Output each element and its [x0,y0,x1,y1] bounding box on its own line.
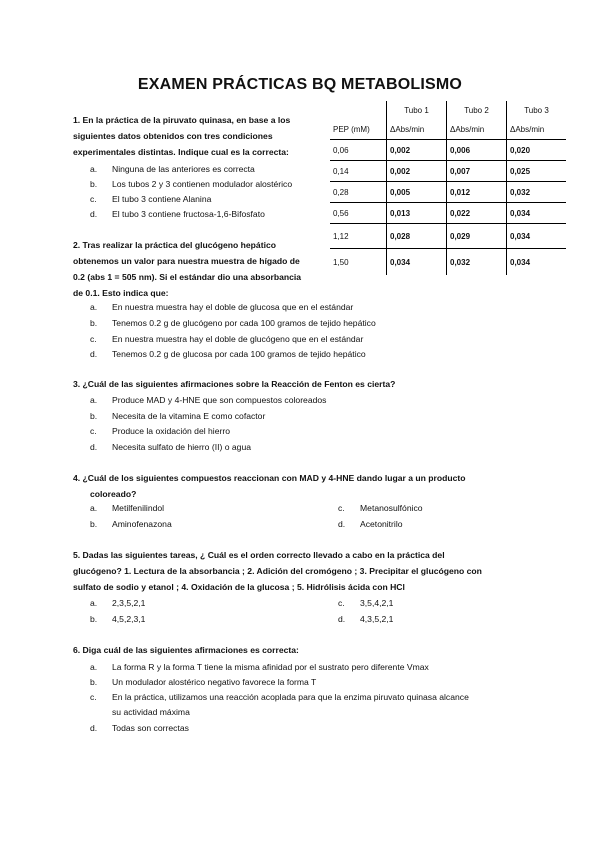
question-5-stem [73,547,482,595]
question-5-line: glucógeno? 1. Lectura de la absorbancia ; 2. Adición del cromógeno ; 3. Precipitar el glucógeno con [73,566,482,576]
question-6-stem: 6. Diga cuál de las siguientes afirmaciones es correcta: [73,645,299,655]
question-4-stem [73,470,466,502]
table-row [330,224,566,249]
table-row [330,161,566,182]
table-header-cell: Tubo 1 [387,101,447,119]
table-row [330,203,566,224]
q6-option-a: a. La forma R y la forma T tiene la misma afinidad por el sustrato pero diferente Vmax [90,662,429,672]
q1-option-a: a. Ninguna de las anteriores es correcta [90,164,255,174]
q4-option-b: b. Aminofenazona [90,519,172,529]
table-cell: 0,14 [330,161,387,182]
table-cell: 0,034 [387,249,447,276]
table-row [330,182,566,203]
q2-option-b: b. Tenemos 0.2 g de glucógeno por cada 100 gramos de tejido hepático [90,318,376,328]
q1-option-b: b. Los tubos 2 y 3 contienen modulador alostérico [90,179,293,189]
table-cell: 0,034 [507,224,567,249]
question-1-line: experimentales distintas. Indique cual es la correcta: [73,147,289,157]
pep-data-table [330,101,566,275]
table-cell: 0,006 [447,140,507,161]
table-cell: 1,12 [330,224,387,249]
q3-option-b: b. Necesita de la vitamina E como cofactor [90,411,266,421]
table-cell: 0,002 [387,140,447,161]
table-cell: 0,013 [387,203,447,224]
q2-option-d: d. Tenemos 0.2 g de glucosa por cada 100 gramos de tejido hepático [90,349,366,359]
table-subheader-cell: ΔAbs/min [507,119,567,140]
q6-option-b: b. Un modulador alostérico negativo favorece la forma T [90,677,317,687]
q2-option-a: a. En nuestra muestra hay el doble de glucosa que en el estándar [90,302,354,312]
question-1-stem [73,112,290,160]
table-cell: 0,032 [507,182,567,203]
q2-option-c: c. En nuestra muestra hay el doble de glucógeno que en el estándar [90,334,364,344]
question-2-line: obtenemos un valor para nuestra muestra de hígado de [73,256,300,266]
question-5-line: sulfato de sodio y etanol ; 4. Oxidación de la glucosa ; 5. Hidrólisis ácida con HCl [73,582,405,592]
table-header-cell: Tubo 3 [507,101,567,119]
table-cell: 0,029 [447,224,507,249]
table-cell: 0,032 [447,249,507,276]
q3-option-d: d. Necesita sulfato de hierro (II) o agua [90,442,252,452]
question-4-line: coloreado? [90,489,137,499]
table-subheader-cell: ΔAbs/min [447,119,507,140]
question-1-line: siguientes datos obtenidos con tres condiciones [73,131,273,141]
question-5-line: 5. Dadas las siguientes tareas, ¿ Cuál es el orden correcto llevado a cabo en la práctica del [73,550,445,560]
table-cell: 0,56 [330,203,387,224]
table-row [330,140,566,161]
table-cell: 0,025 [507,161,567,182]
table-cell: 0,034 [507,249,567,276]
table-cell: 0,28 [330,182,387,203]
table-subheader-cell: ΔAbs/min [387,119,447,140]
q1-option-d: d. El tubo 3 contiene fructosa-1,6-Bifosfato [90,209,265,219]
table-cell: 1,50 [333,257,349,267]
page-title: EXAMEN PRÁCTICAS BQ METABOLISMO [137,76,463,93]
q3-option-a: a. Produce MAD y 4-HNE que son compuestos coloreados [90,395,327,405]
table-cell: 0,022 [447,203,507,224]
question-2-line: de 0.1. Esto indica que: [73,288,169,298]
table-cell: 0,002 [387,161,447,182]
q4-option-a: a. Metilfenilindol [90,503,165,513]
q3-option-c: c. Produce la oxidación del hierro [90,426,230,436]
table-cell: 0,007 [447,161,507,182]
table-cell: 0,06 [330,140,387,161]
question-2-line: 0.2 (abs 1 = 505 nm). Si el estándar dio una absorbancia [73,272,302,282]
question-2-line: 2. Tras realizar la práctica del glucógeno hepático [73,240,276,250]
q5-option-b: b. 4,5,2,3,1 [90,614,146,624]
table-header-cell [330,101,387,119]
table-cell: 0,028 [387,224,447,249]
table-row [330,249,566,276]
q4-option-c: c. Metanosulfónico [338,503,423,513]
q1-option-c: c. El tubo 3 contiene Alanina [90,194,212,204]
question-2-stem [73,237,301,301]
q5-option-c: c. 3,5,4,2,1 [338,598,394,608]
table-subheader-cell: PEP (mM) [330,119,387,140]
table-cell: 0,012 [447,182,507,203]
question-1-line: 1. En la práctica de la piruvato quinasa, en base a los [73,115,291,125]
table-header-cell: Tubo 2 [447,101,507,119]
q6-option-c-continuation: su actividad máxima [112,707,190,717]
table-cell: 0,020 [507,140,567,161]
question-4-line: 4. ¿Cuál de los siguientes compuestos reaccionan con MAD y 4-HNE dando lugar a un producto [73,473,466,483]
q6-option-d: d. Todas son correctas [90,723,189,733]
q5-option-d: d. 4,3,5,2,1 [338,614,394,624]
table-cell: 0,034 [507,203,567,224]
question-3-stem: 3. ¿Cuál de las siguientes afirmaciones sobre la Reacción de Fenton es cierta? [73,379,396,389]
q4-option-d: d. Acetonitrilo [338,519,403,529]
table-cell: 0,005 [387,182,447,203]
q6-option-c: c. En la práctica, utilizamos una reacción acoplada para que la enzima piruvato quinasa alcance [90,692,469,702]
q5-option-a: a. 2,3,5,2,1 [90,598,146,608]
